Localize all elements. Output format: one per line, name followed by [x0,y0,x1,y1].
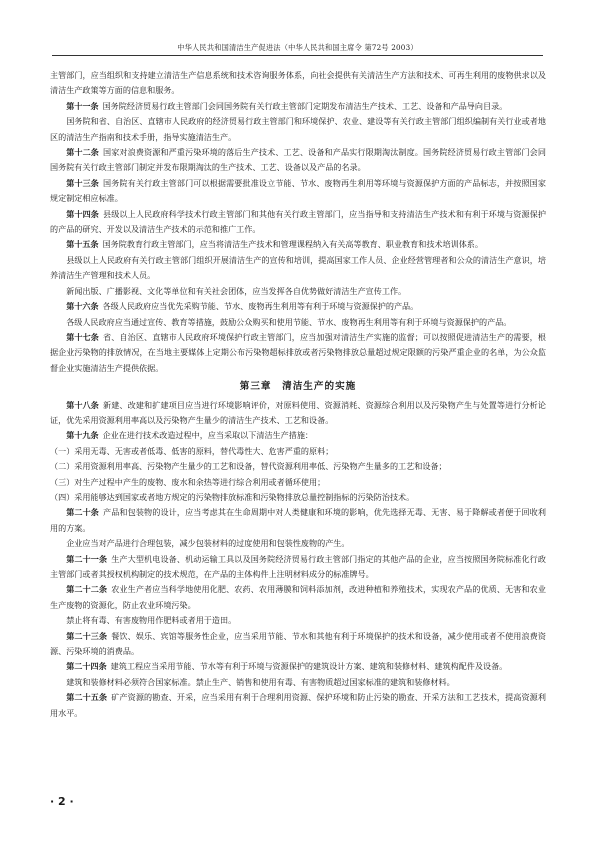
paragraph-text: 各级人民政府应当通过宣传、教育等措施，鼓励公众购买和使用节能、节水、废物再生利用等有利于环境与资源保护的产品。 [66,316,512,327]
article-number: 第二十三条 [66,630,108,641]
article-number: 第二十一条 [66,553,108,564]
paragraph-text: 国务院和省、自治区、直辖市人民政府的经济贸易行政主管部门和环境保护、农业、建设等有关行政主管部门组织编制有关行业或者地区的清洁生产指南和技术手册，指导实施清洁生产。 [50,116,546,142]
paragraph-text: 国家对浪费资源和严重污染环境的落后生产技术、工艺、设备和产品实行限期淘汰制度。国务院经济贸易行政主管部门会同国务院有关行政主管部门制定并发布限期淘汰的生产技术、工艺、设备以及产品的名录。 [50,147,546,173]
paragraph [50,145,546,176]
paragraph [50,68,546,99]
paragraph-text: 国务院经济贸易行政主管部门会同国务院有关行政主管部门定期发布清洁生产技术、工艺、设备和产品导向目录。 [102,100,508,111]
paragraph-text: 新闻出版、广播影视、文化等单位和有关社会团体，应当发挥各自优势做好清洁生产宣传工作。 [66,285,407,296]
paragraph [50,330,546,376]
paragraph [50,613,546,628]
paragraph-text: 企业应当对产品进行合理包装，减少包装材料的过度使用和包装性废物的产生。 [66,538,350,549]
article-number: 第十五条 [66,239,99,250]
list-item [50,459,546,474]
paragraph-text: 农业生产者应当科学地使用化肥、农药、农用薄膜和饲料添加剂，改进种植和养殖技术，实现农产品的优质、无害和农业生产废物的资源化，防止农业环境污染。 [50,584,546,610]
paragraph-text: 建筑工程应当采用节能、节水等有利于环境与资源保护的建筑设计方案、建筑和装修材料、建筑构配件及设备。 [110,661,508,672]
paragraph-text: 省、自治区、直辖市人民政府环境保护行政主管部门，应当加强对清洁生产实施的监督；可以按照促进清洁生产的需要，根据企业污染物的排放情况，在当地主要媒体上定期公布污染物超标排放或者污染物排放总量超过规定限额的污染严重企业的名单，为公众监督企业实施清洁生产提供依据。 [50,331,546,373]
paragraph [50,582,546,613]
paragraph [50,253,546,284]
article-number: 第十七条 [66,331,100,342]
paragraph [50,99,546,114]
running-header: 中华人民共和国清洁生产促进法（中华人民共和国主席令 第72号 2003） [177,43,418,52]
article-number: 第十八条 [66,399,100,410]
paragraph [50,315,546,330]
paragraph [50,659,546,674]
paragraph-group-bottom [50,398,546,722]
paragraph [50,629,546,660]
paragraph-text: 县级以上人民政府有关行政主管部门组织开展清洁生产的宣传和培训，提高国家工作人员、企业经营管理者和公众的清洁生产意识，培养清洁生产管理和技术人员。 [50,254,546,281]
paragraph-text: 产品和包装物的设计，应当考虑其在生命周期中对人类健康和环境的影响，优先选择无毒、无害、易于降解或者便于回收利用的方案。 [50,507,546,533]
article-number: 第十四条 [66,208,100,219]
document-body [50,68,546,721]
article-number: 第十二条 [66,147,100,158]
paragraph-text: 主管部门，应当组织和支持建立清洁生产信息系统和技术咨询服务体系，向社会提供有关清洁生产方法和技术、可再生利用的废物供求以及清洁生产政策等方面的信息和服务。 [50,70,546,96]
article-number: 第二十条 [66,507,100,518]
paragraph-text: （二）采用资源利用率高、污染物产生量少的工艺和设备，替代资源利用率低、污染物产生量多的工艺和设备； [50,461,447,472]
list-item [50,475,546,490]
paragraph [50,428,546,443]
paragraph [50,398,546,429]
paragraph-text: 国务院有关行政主管部门可以根据需要批准设立节能、节水、废物再生利用等环境与资源保护方面的产品标志，并按照国家规定制定相应标准。 [50,177,546,204]
paragraph-text: 各级人民政府应当优先采购节能、节水、废物再生利用等有利于环境与资源保护的产品。 [102,301,419,312]
paragraph [50,207,546,238]
paragraph-text: （一）采用无毒、无害或者低毒、低害的原料，替代毒性大、危害严重的原料； [50,445,334,456]
list-item [50,490,546,505]
paragraph-text: 生产大型机电设备、机动运输工具以及国务院经济贸易行政主管部门指定的其他产品的企业，应当按照国务院标准化行政主管部门或者其授权机构制定的技术规范，在产品的主体构件上注明材料成分的标准牌号。 [50,553,546,579]
paragraph-text: 县级以上人民政府科学技术行政主管部门和其他有关行政主管部门，应当指导和支持清洁生产技术和有利于环境与资源保护的产品的研究、开发以及清洁生产技术的示范和推广工作。 [50,208,546,235]
article-number: 第十九条 [66,430,99,441]
article-number: 第十三条 [66,177,100,188]
paragraph [50,237,546,252]
article-number: 第十六条 [66,301,99,312]
paragraph-text: 矿产资源的勘查、开采，应当采用有利于合理利用资源、保护环境和防止污染的勘查、开采方法和工艺技术，提高资源利用水平。 [50,692,546,718]
article-number: 第二十四条 [66,661,107,672]
paragraph-text: （三）对生产过程中产生的废物、废水和余热等进行综合利用或者循环使用； [50,476,326,487]
paragraph-text: 建筑和装修材料必须符合国家标准。禁止生产、销售和使用有毒、有害物质超过国家标准的建筑和装修材料。 [66,676,455,687]
paragraph-text: 企业在进行技术改造过程中，应当采取以下清洁生产措施： [102,430,314,441]
page-number: · 2 · [50,795,74,808]
article-number: 第二十五条 [66,692,108,703]
paragraph [50,552,546,583]
paragraph [50,505,546,536]
article-number: 第十一条 [66,100,99,111]
paragraph [50,675,546,690]
paragraph [50,114,546,145]
paragraph-text: 餐饮、娱乐、宾馆等服务性企业，应当采用节能、节水和其他有利于环境保护的技术和设备，减少使用或者不使用浪费资源、污染环境的消费品。 [50,630,546,657]
paragraph-group-top [50,68,546,376]
paragraph [50,536,546,551]
paragraph-text: （四）采用能够达到国家或者地方规定的污染物排放标准和污染物排放总量控制指标的污染防治技术。 [50,491,415,502]
chapter-heading: 第三章 清洁生产的实施 [239,381,357,393]
paragraph [50,176,546,207]
list-item [50,444,546,459]
header-divider [52,55,543,56]
article-number: 第二十二条 [66,584,108,595]
paragraph [50,690,546,721]
paragraph-text: 新建、改建和扩建项目应当进行环境影响评价，对原料使用、资源消耗、资源综合利用以及污染物产生与处置等进行分析论证，优先采用资源利用率高以及污染物产生量少的清洁生产技术、工艺和设备。 [50,399,546,425]
paragraph [50,284,546,299]
paragraph-text: 国务院教育行政主管部门，应当将清洁生产技术和管理课程纳入有关高等教育、职业教育和技术培训体系。 [102,239,483,250]
paragraph [50,299,546,314]
paragraph-text: 禁止将有毒、有害废物用作肥料或者用于造田。 [66,615,237,626]
